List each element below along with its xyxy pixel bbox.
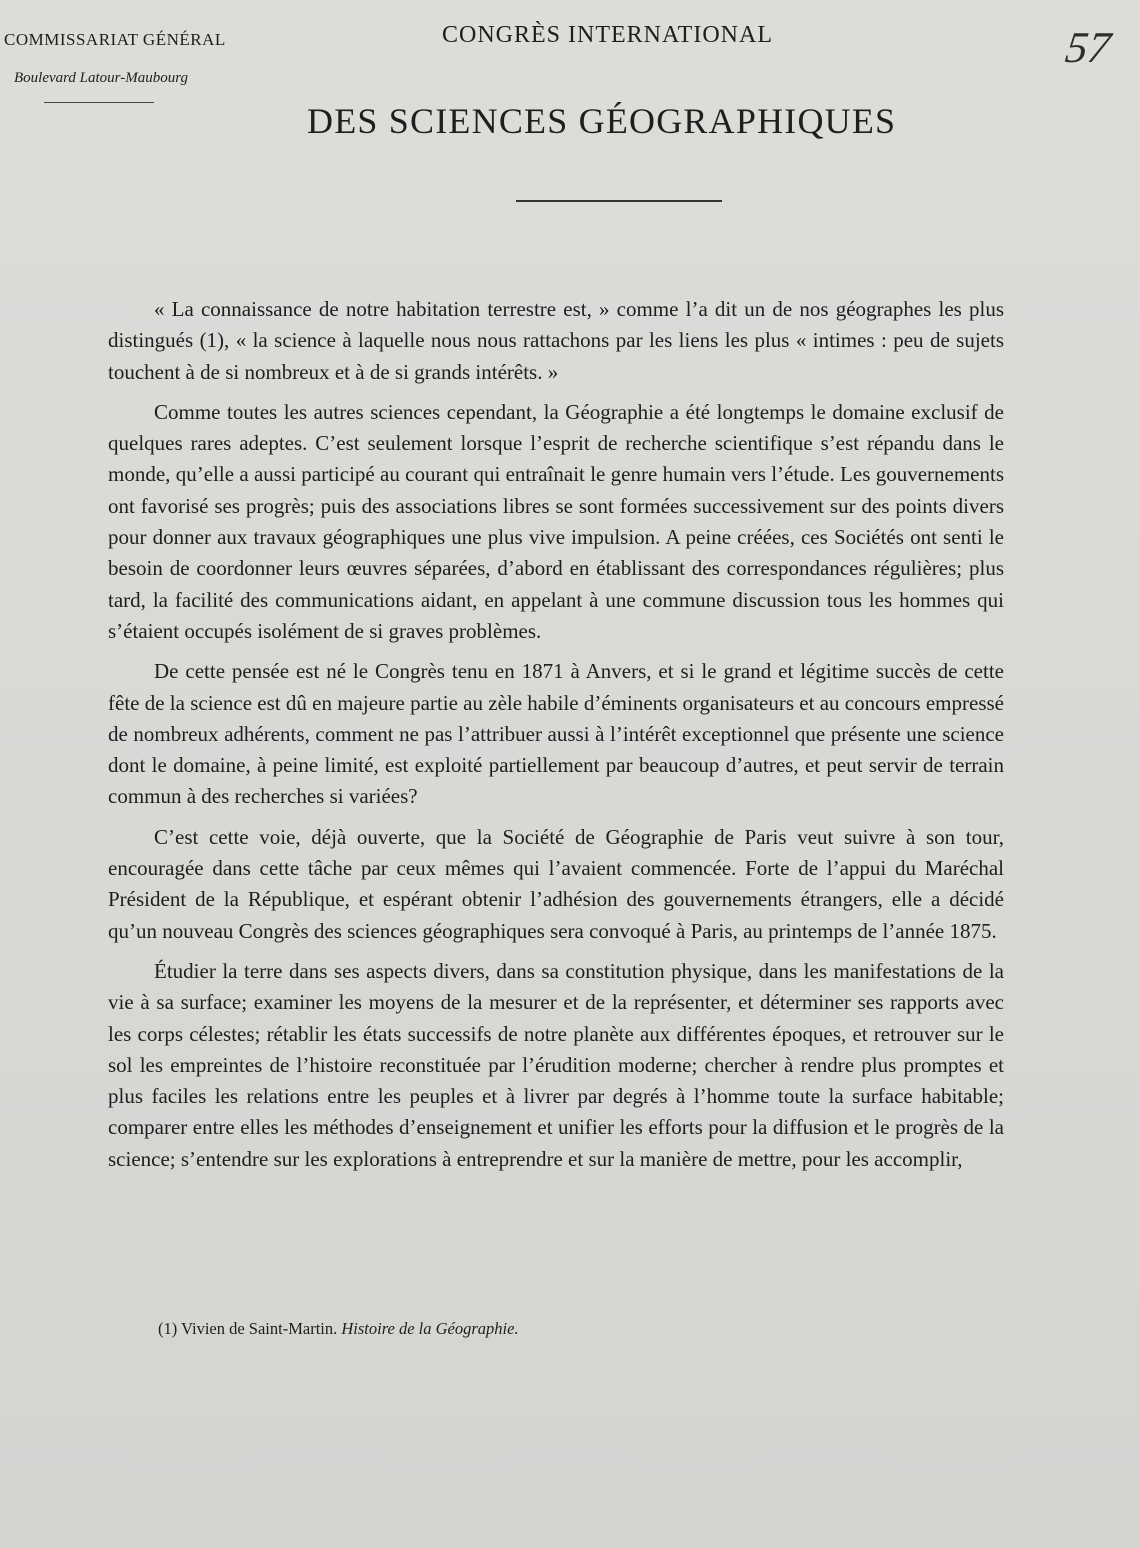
footnote <box>158 1319 519 1339</box>
commissariat-heading: COMMISSARIAT GÉNÉRAL <box>4 30 226 49</box>
footnote-title: Histoire de la Géographie. <box>341 1319 519 1338</box>
show-through-text <box>30 215 48 277</box>
handwritten-page-number: 57 <box>1062 23 1114 72</box>
title-rule <box>516 200 722 202</box>
paragraph: De cette pensée est né le Congrès tenu en 1871 à Anvers, et si le grand et légitime succès de cette fête de la science est dû en majeure partie au zèle habile d’éminents organisateurs et au concours empressé de nombreux adhérents, comment ne pas l’attribuer aussi à l’intérêt exceptionnel que présente une science dont le domaine, à peine limité, est exploité partiellement par beaucoup d’autres, et peut servir de terrain commun à des recherches si variées? <box>108 659 1004 809</box>
paragraph: Comme toutes les autres sciences cependant, la Géographie a été longtemps le domaine exclusif de quelques rares adeptes. C’est seulement lorsque l’esprit de recherche scientifique s’est répandu dans le monde, qu’elle a aussi participé au courant qui entraînait le genre humain vers l’étude. Les gouvernements ont favorisé ses progrès; puis des associations libres se sont formées successivement sur des points divers pour donner aux travaux géographiques une plus vive impulsion. A peine créées, ces Sociétés ont senti le besoin de coordonner leurs œuvres séparées, d’abord en établissant des correspondances régulières; plus tard, la facilité des communications aidant, en appelant à une commune discussion tous les hommes qui s’étaient occupés isolément de si graves problèmes. <box>108 399 1004 643</box>
paragraph: « La connaissance de notre habitation terrestre est, » comme l’a dit un de nos géographes les plus distingués (1), « la science à laquelle nous nous rattachons par les liens les plus « intimes : peu de sujets touchent à de si nombreux et à de si grands intérêts. » <box>108 297 1004 384</box>
paragraph: Étudier la terre dans ses aspects divers, dans sa constitution physique, dans les manifestations de la vie à sa surface; examiner les moyens de la mesurer et de la représenter, et déterminer ses rapports avec les corps célestes; rétablir les états successifs de notre planète aux différentes époques, et retrouver sur le sol les empreintes de l’histoire reconstituée par l’érudition moderne; chercher à rendre plus promptes et plus faciles les relations entre les peuples et à livrer par degrés à l’homme toute la surface habitable; comparer entre elles les méthodes d’enseignement et unifier les efforts pour la diffusion et le progrès de la science; s’entendre sur les explorations à entreprendre et sur la manière de mettre, pour les accomplir, <box>108 958 1004 1171</box>
footnote-reference: (1) Vivien de Saint-Martin. <box>158 1319 338 1338</box>
address-line: Boulevard Latour-Maubourg <box>14 70 188 86</box>
letterhead-rule <box>44 102 154 103</box>
paragraph: C’est cette voie, déjà ouverte, que la Société de Géographie de Paris veut suivre à son tour, encouragée dans cette tâche par ceux mêmes qui l’avaient commencée. Forte de l’appui du Maréchal Président de la République, et espérant obtenir l’adhésion des gouvernements étrangers, elle a décidé qu’un nouveau Congrès des sciences géographiques sera convoqué à Paris, au printemps de l’année 1875. <box>108 824 1004 943</box>
congress-heading: CONGRÈS INTERNATIONAL <box>442 22 773 48</box>
page-title: DES SCIENCES GÉOGRAPHIQUES <box>307 101 897 141</box>
letterhead-left <box>4 30 226 87</box>
body-text <box>108 294 1004 1184</box>
